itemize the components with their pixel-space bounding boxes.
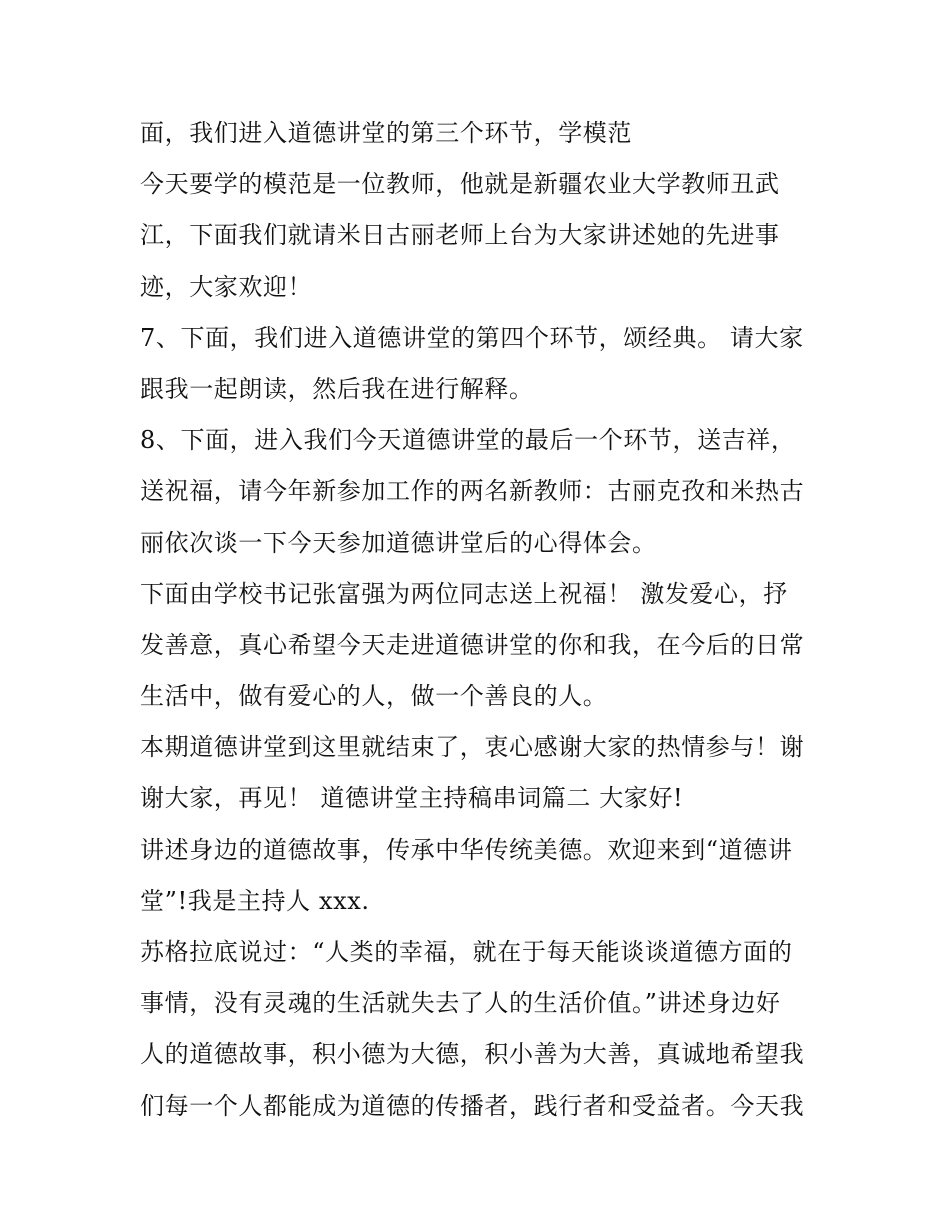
text-line: 8、下面，进入我们今天道德讲堂的最后一个环节，送吉祥， [140, 426, 796, 455]
text-line: 人的道德故事，积小德为大德，积小善为大善，真诚地希望我 [140, 1040, 805, 1069]
text-line: 苏格拉底说过：“人类的幸福，就在于每天能谈谈道德方面的 [140, 938, 793, 966]
text-line: 7、下面，我们进入道德讲堂的第四个环节，颂经典。 请大家 [140, 323, 804, 352]
text-line: 们每一个人都能成为道德的传播者，践行者和受益者。今天我 [140, 1091, 805, 1120]
text-line: 事情，没有灵魂的生活就失去了人的生活价值。”讲述身边好 [140, 989, 781, 1018]
text-line: 面，我们进入道德讲堂的第三个环节，学模范 [140, 119, 632, 147]
text-line: 跟我一起朗读，然后我在进行解释。 [140, 374, 534, 403]
text-line: 迹，大家欢迎！ [140, 272, 313, 301]
text-line: 讲述身边的道德故事，传承中华传统美德。欢迎来到“道德讲 [140, 835, 793, 864]
text-line: 堂”!我是主持人 xxx. [140, 886, 370, 915]
text-line: 谢大家，再见！ 道德讲堂主持稿串词篇二 大家好! [140, 784, 684, 813]
text-line: 江，下面我们就请米日古丽老师上台为大家讲述她的先进事 [140, 221, 780, 250]
text-line: 本期道德讲堂到这里就结束了，衷心感谢大家的热情参与！谢 [140, 733, 805, 762]
text-line: 送祝福，请今年新参加工作的两名新教师：古丽克孜和米热古 [140, 477, 805, 506]
text-line: 下面由学校书记张富强为两位同志送上祝福！ 激发爱心，抒 [140, 579, 788, 608]
text-line: 丽依次谈一下今天参加道德讲堂后的心得体会。 [140, 528, 657, 557]
text-line: 今天要学的模范是一位教师，他就是新疆农业大学教师丑武 [140, 170, 780, 199]
text-line: 发善意，真心希望今天走进道德讲堂的你和我，在今后的日常 [140, 630, 805, 659]
text-line: 生活中，做有爱心的人，做一个善良的人。 [140, 682, 608, 711]
document-body [140, 108, 820, 1132]
